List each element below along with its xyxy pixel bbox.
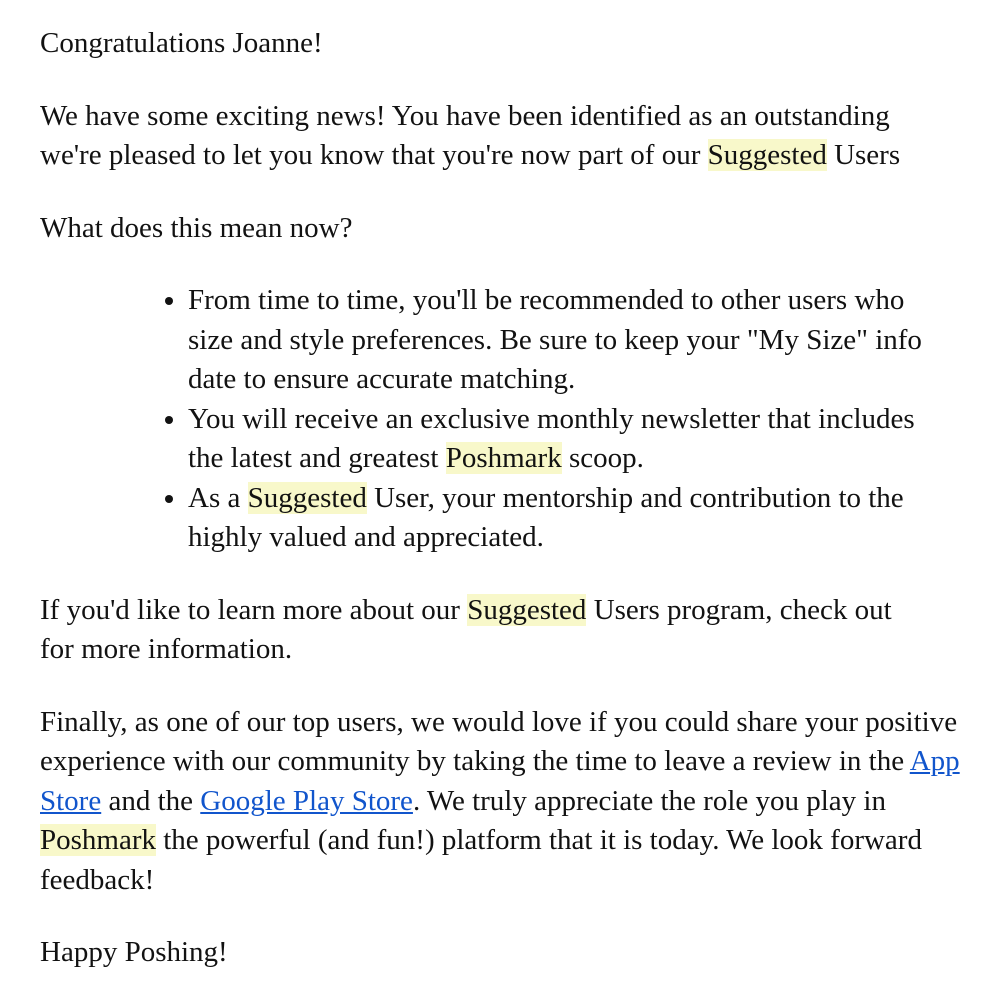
text-segment: experience with our community by taking the time to leave a review in the xyxy=(40,745,910,777)
text-segment: You will receive an exclusive monthly newsletter that includes xyxy=(188,402,915,435)
highlight-suggested: Suggested xyxy=(707,139,827,171)
text-segment: the latest and greatest xyxy=(188,442,446,474)
text-segment: Users xyxy=(826,139,901,171)
text-line xyxy=(40,139,900,171)
news-paragraph xyxy=(40,97,1000,176)
text-segment: Users program, check out xyxy=(586,593,892,626)
text-segment: for more information. xyxy=(40,633,293,665)
text-segment: size and style preferences. Be sure to keep your "My Size" info xyxy=(188,323,922,356)
list-item-newsletter xyxy=(188,400,1000,479)
link-app-store-part2[interactable]: Store xyxy=(40,784,102,817)
list-item-recommendations xyxy=(188,281,1000,400)
text-segment: Finally, as one of our top users, we would love if you could share your positive xyxy=(40,705,958,738)
link-app-store-part1[interactable]: App xyxy=(909,745,960,777)
text-segment: As a xyxy=(188,481,248,514)
learn-more-paragraph xyxy=(40,591,1000,670)
text-segment: . We truly appreciate the role you play in xyxy=(412,784,886,817)
text-line xyxy=(188,439,1000,479)
text-line xyxy=(40,745,960,777)
text-segment: If you'd like to learn more about our xyxy=(40,593,468,626)
text-line xyxy=(40,100,890,132)
question-text: What does this mean now? xyxy=(40,211,353,244)
highlight-poshmark: Poshmark xyxy=(445,442,562,474)
benefits-list xyxy=(40,281,1000,558)
signoff-paragraph xyxy=(40,933,1000,973)
text-segment: scoop. xyxy=(561,442,644,474)
text-line xyxy=(40,706,957,738)
highlight-suggested: Suggested xyxy=(467,593,587,626)
signoff-text: Happy Poshing! xyxy=(40,936,228,968)
text-line xyxy=(40,864,154,896)
text-line xyxy=(188,479,1000,519)
list-item-mentorship xyxy=(188,479,1000,558)
text-segment: User, your mentorship and contribution to the xyxy=(366,481,904,514)
greeting-text: Congratulations Joanne! xyxy=(40,27,323,59)
link-google-play-store[interactable]: Google Play Store xyxy=(200,784,413,817)
text-line xyxy=(188,518,1000,558)
text-line xyxy=(188,360,1000,400)
text-segment: date to ensure accurate matching. xyxy=(188,363,576,395)
text-segment: and the xyxy=(101,784,201,817)
review-paragraph xyxy=(40,703,1000,901)
text-line xyxy=(40,594,892,626)
text-segment: From time to time, you'll be recommended to other users who xyxy=(188,284,905,316)
text-line xyxy=(188,400,1000,440)
question-paragraph xyxy=(40,209,1000,249)
text-line xyxy=(188,281,1000,321)
text-line xyxy=(40,633,292,665)
text-segment: highly valued and appreciated. xyxy=(188,521,544,553)
text-line xyxy=(188,321,1000,361)
text-line xyxy=(40,785,886,817)
highlight-suggested: Suggested xyxy=(247,481,367,514)
text-segment: We have some exciting news! You have been identified as an outstanding xyxy=(40,99,890,132)
text-line xyxy=(40,824,922,856)
text-segment: we're pleased to let you know that you're now part of our xyxy=(40,139,708,171)
greeting-paragraph xyxy=(40,24,1000,64)
text-segment: feedback! xyxy=(40,863,155,896)
text-segment: the powerful (and fun!) platform that it is today. We look forward xyxy=(156,824,922,856)
highlight-poshmark: Poshmark xyxy=(40,824,156,856)
